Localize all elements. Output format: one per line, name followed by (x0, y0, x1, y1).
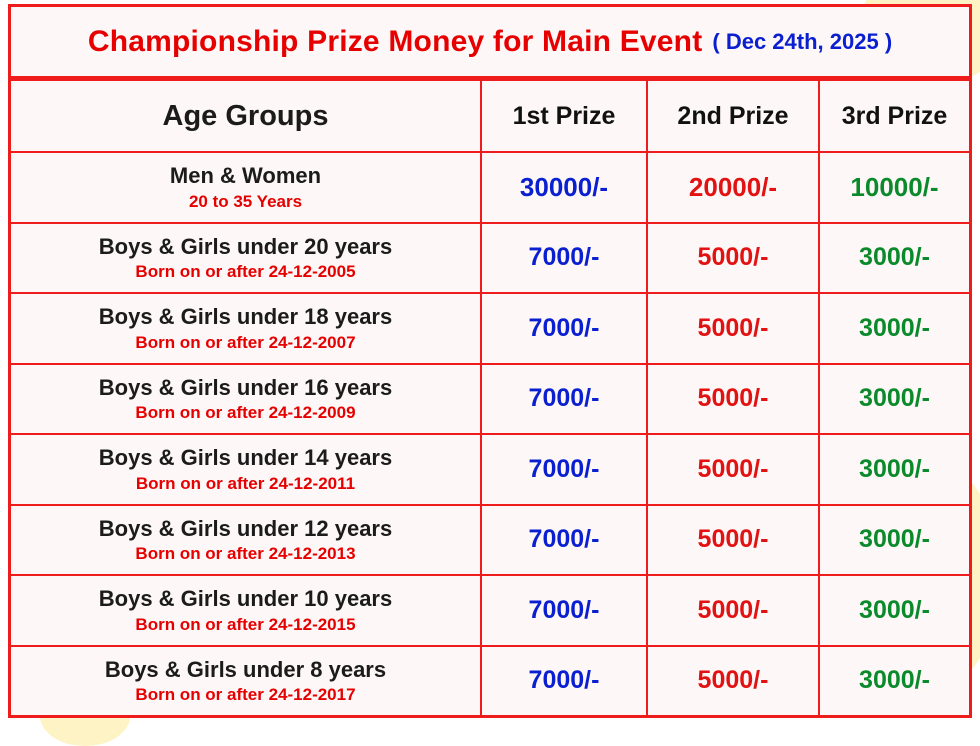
prize3-amount: 3000/- (819, 223, 969, 294)
age-group-note: Born on or after 24-12-2005 (135, 262, 356, 282)
prize3-amount: 3000/- (819, 364, 969, 435)
age-group-note: Born on or after 24-12-2013 (135, 544, 356, 564)
table-body (11, 152, 969, 715)
table-row (11, 223, 969, 294)
prize-money-sheet (8, 4, 972, 718)
title-date: ( Dec 24th, 2025 ) (712, 28, 893, 54)
age-group-cell (11, 575, 481, 646)
age-group-label: Boys & Girls under 12 years (98, 515, 393, 541)
prize3-amount: 3000/- (819, 434, 969, 505)
prize2-amount: 5000/- (647, 434, 819, 505)
age-group-note: Born on or after 24-12-2007 (135, 332, 356, 352)
table-row (11, 575, 969, 646)
prize3-amount: 10000/- (819, 152, 969, 223)
age-group-cell (11, 152, 481, 223)
age-group-note: Born on or after 24-12-2015 (135, 614, 356, 634)
column-header-prize3: 3rd Prize (819, 80, 969, 152)
table-row (11, 152, 969, 223)
prize2-amount: 5000/- (647, 505, 819, 576)
prize3-amount: 3000/- (819, 575, 969, 646)
prize-table (11, 79, 969, 715)
prize2-amount: 20000/- (647, 152, 819, 223)
prize2-amount: 5000/- (647, 646, 819, 716)
age-group-cell (11, 293, 481, 364)
title-text: Championship Prize Money for Main Event (87, 24, 703, 58)
age-group-cell (11, 505, 481, 576)
age-group-note: 20 to 35 Years (188, 191, 303, 211)
column-header-prize1: 1st Prize (481, 80, 647, 152)
prize2-amount: 5000/- (647, 293, 819, 364)
column-header-age-groups: Age Groups (11, 80, 481, 152)
age-group-cell (11, 223, 481, 294)
prize1-amount: 30000/- (481, 152, 647, 223)
age-group-label: Boys & Girls under 18 years (98, 304, 393, 330)
age-group-label: Boys & Girls under 20 years (98, 233, 393, 259)
age-group-note: Born on or after 24-12-2017 (135, 685, 356, 705)
sheet-title (11, 7, 969, 79)
table-row (11, 646, 969, 716)
table-row (11, 505, 969, 576)
age-group-label: Boys & Girls under 8 years (104, 656, 387, 682)
column-header-prize2: 2nd Prize (647, 80, 819, 152)
age-group-label: Boys & Girls under 14 years (98, 445, 393, 471)
prize1-amount: 7000/- (481, 293, 647, 364)
table-row (11, 293, 969, 364)
age-group-cell (11, 434, 481, 505)
prize2-amount: 5000/- (647, 223, 819, 294)
prize1-amount: 7000/- (481, 505, 647, 576)
prize3-amount: 3000/- (819, 505, 969, 576)
age-group-label: Boys & Girls under 16 years (98, 374, 393, 400)
age-group-cell (11, 646, 481, 716)
prize3-amount: 3000/- (819, 293, 969, 364)
age-group-note: Born on or after 24-12-2009 (135, 403, 356, 423)
table-row (11, 364, 969, 435)
age-group-note: Born on or after 24-12-2011 (135, 473, 356, 493)
prize1-amount: 7000/- (481, 223, 647, 294)
prize1-amount: 7000/- (481, 646, 647, 716)
prize1-amount: 7000/- (481, 364, 647, 435)
age-group-label: Men & Women (169, 163, 322, 189)
table-row (11, 434, 969, 505)
prize2-amount: 5000/- (647, 575, 819, 646)
prize1-amount: 7000/- (481, 434, 647, 505)
prize3-amount: 3000/- (819, 646, 969, 716)
table-header-row (11, 80, 969, 152)
age-group-cell (11, 364, 481, 435)
prize1-amount: 7000/- (481, 575, 647, 646)
age-group-label: Boys & Girls under 10 years (98, 586, 393, 612)
prize2-amount: 5000/- (647, 364, 819, 435)
